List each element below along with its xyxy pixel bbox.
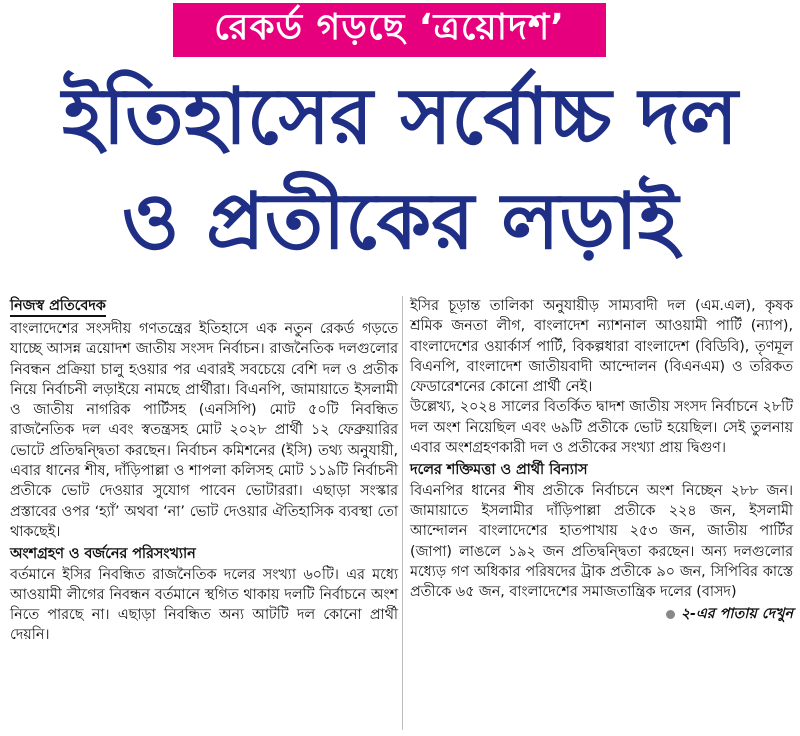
byline: নিজস্ব প্রতিবেদক bbox=[10, 297, 106, 317]
right-subhead: দলের শক্তিমত্তা ও প্রার্থী বিন্যাস bbox=[410, 462, 588, 479]
left-column bbox=[10, 296, 398, 646]
continued-text: ২-এর পাতায় দেখুন bbox=[680, 606, 793, 623]
column-divider bbox=[402, 296, 403, 730]
continued-note bbox=[410, 604, 793, 624]
left-subhead: অংশগ্রহণ ও বর্জনের পরিসংখ্যান bbox=[10, 546, 196, 563]
headline-line-2: ও প্রতীকের লড়াই bbox=[121, 177, 679, 267]
kicker-label: রেকর্ড গড়ছে ‘ত্রয়োদশ’ bbox=[173, 3, 606, 57]
right-paragraph-3: বিএনপির ধানের শীষ প্রতীকে নির্বাচনে অংশ নিচ্ছেন ২৮৮ জন। জামায়াতে ইসলামীর দাঁড়িপাল্লা প্রতীকে ২২৪ জন, ইসলামী আন্দোলন বাংলাদেশের হাতপাখায় ২৫৩ জন, জাতীয় পার্টির (জাপা) লাঙলে ১৯২ জন প্রতিদ্বন্দ্বিতা করছেন। অন্য দলগুলোর মধ্যেড় গণ অধিকার পরিষদের ট্রাক প্রতীকে ৯০ জন, সিপিবির কাস্তে প্রতীকে ৬৫ জন, বাংলাদেশের সমাজতান্ত্রিক দলের (বাসদ) bbox=[410, 482, 793, 601]
right-paragraph-1: ইসির চূড়ান্ত তালিকা অনুযায়ীড় সাম্যবাদী দল (এম.এল), কৃষক শ্রমিক জনতা লীগ, বাংলাদেশ ন্যাশনাল আওয়ামী পার্টি (ন্যাপ), বাংলাদেশের ওয়ার্কার্স পার্টি, বিকল্পধারা বাংলাদেশ (বিডিবি), তৃণমূল বিএনপি, বাংলাদেশ জাতীয়বাদী আন্দোলন (বিএনএম) ও তরিকত ফেডারেশনের কোনো প্রার্থী নেই। bbox=[410, 298, 793, 396]
left-paragraph-1: বাংলাদেশের সংসদীয় গণতন্ত্রের ইতিহাসে এক নতুন রেকর্ড গড়তে যাচ্ছে আসন্ন ত্রয়োদশ জাতীয় সংসদ নির্বাচন। রাজনৈতিক দলগুলোর নিবন্ধন প্রক্রিয়া চালু হওয়ার পর এবারই সবচেয়ে বেশি দল ও প্রতীক নিয়ে নির্বাচনী লড়াইয়ে নামছে প্রার্থীরা। বিএনপি, জামায়াতে ইসলামী ও জাতীয় নাগরিক পার্টিসহ (এনসিপি) মোট ৫০টি নিবন্ধিত রাজনৈতিক দল এবং স্বতন্ত্রসহ মোট ২০২৮ প্রার্থী ১২ ফেব্রুয়ারির ভোটে প্রতিদ্বন্দ্বিতা করছেন। নির্বাচন কমিশনের (ইসি) তথ্য অনুযায়ী, এবার ধানের শীষ, দাঁড়িপাল্লা ও শাপলা কলিসহ মোট ১১৯টি নির্বাচনী প্রতীকে ভোট দেওয়ার সুযোগ পাবেন ভোটাররা। এছাড়া সংস্কার প্রস্তাবের ওপর ‘হ্যাঁ’ অথবা ‘না’ ভোট দেওয়ার ঐতিহাসিক ব্যবস্থা তো থাকছেই। bbox=[10, 321, 398, 540]
kicker-row bbox=[0, 0, 800, 60]
left-paragraph-2: বর্তমানে ইসির নিবন্ধিত রাজনৈতিক দলের সংখ্যা ৬০টি। এর মধ্যে আওয়ামী লীগের নিবন্ধন বর্তমানে স্থগিত থাকায় দলটি নির্বাচনে অংশ নিতে পারছে না। এছাড়া নিবন্ধিত অন্য আটটি দল কোনো প্রার্থী দেয়নি। bbox=[10, 566, 398, 644]
right-column bbox=[410, 296, 793, 625]
headline-line-1: ইতিহাসের সর্বোচ্চ দল bbox=[62, 72, 738, 162]
bullet-icon bbox=[666, 610, 675, 619]
right-paragraph-2: উল্লেখ্য, ২০২৪ সালের বিতর্কিত দ্বাদশ জাতীয় সংসদ নির্বাচনে ২৮টি দল অংশ নিয়েছিল এবং ৬৯টি প্রতীকে ভোট হয়েছিল। সেই তুলনায় এবার অংশগ্রহণকারী দল ও প্রতীকের সংখ্যা প্রায় দ্বিগুণ। bbox=[410, 399, 793, 457]
